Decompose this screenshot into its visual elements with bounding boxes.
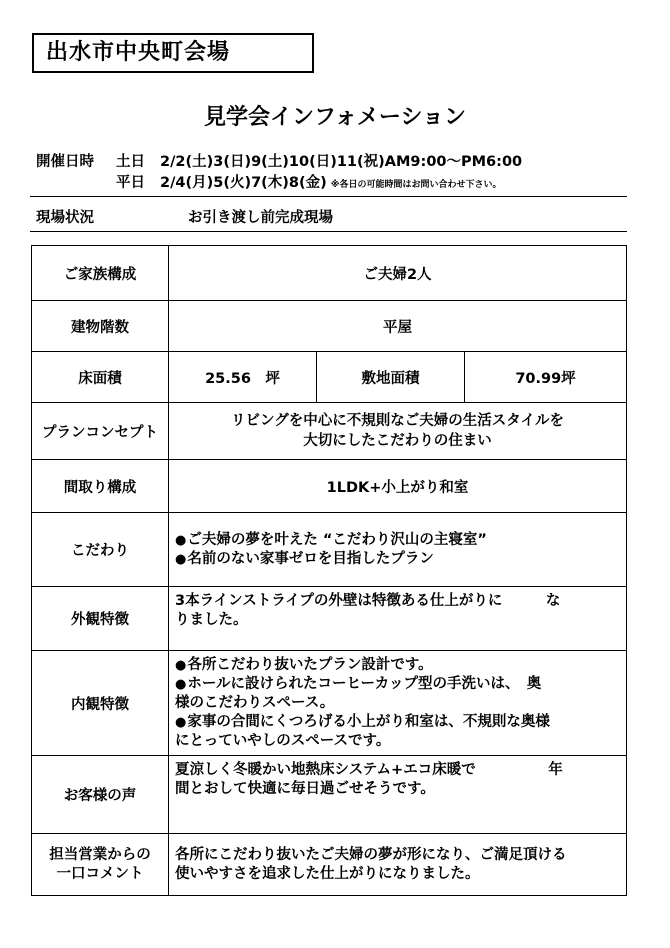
exterior-label: 外観特徴 — [32, 587, 169, 651]
venue-title: 出水市中央町会場 — [32, 33, 314, 73]
lot-area-value: 70.99坪 — [465, 352, 627, 403]
comment-label: 担当営業からの 一口コメント — [32, 834, 169, 896]
weekday-note: ※各日の可能時間はお問い合わせ下さい。 — [330, 180, 502, 190]
floors-value: 平屋 — [169, 301, 627, 352]
schedule-label: 開催日時 — [36, 154, 94, 170]
kodawari-label: こだわり — [32, 513, 169, 587]
table-row — [32, 246, 627, 301]
plan-line: リビングを中心に不規則なご夫婦の生活スタイルを — [231, 413, 564, 429]
plan-line: 大切にしたこだわりの住まい — [303, 433, 492, 449]
layout-label: 間取り構成 — [32, 460, 169, 513]
table-row — [32, 756, 627, 834]
list-item: ●名前のない家事ゼロを目指したプラン — [175, 550, 434, 567]
table-row — [32, 651, 627, 756]
schedule-weekend — [36, 150, 522, 171]
list-item: ●各所こだわり抜いたプラン設計です。 — [175, 657, 433, 673]
bullet-icon: ● — [175, 532, 187, 548]
kodawari-value — [169, 513, 627, 587]
voice-label: お客様の声 — [32, 756, 169, 834]
interior-value: ●各所こだわり抜いたプラン設計です。 ●ホールに設けられたコーヒーカップ型の手洗いは、 奥 様のこだわりスペース。 ●家事の合間にくつろげる小上がり和室は、不規則な奥様 にとっていやしのスペースです。 — [169, 651, 627, 756]
divider-bottom — [30, 231, 627, 232]
family-label: ご家族構成 — [32, 246, 169, 301]
divider-top — [30, 196, 627, 197]
site-status — [36, 206, 333, 227]
table-row — [32, 403, 627, 460]
table-row — [32, 301, 627, 352]
family-value: ご夫婦2人 — [169, 246, 627, 301]
list-item: ●ホールに設けられたコーヒーカップ型の手洗いは、 奥 — [175, 676, 542, 692]
info-table — [31, 245, 627, 896]
weekend-label: 土日 — [116, 154, 145, 170]
table-row — [32, 352, 627, 403]
document-title: 見学会インフォメーション — [203, 105, 467, 130]
exterior-value: 3本ラインストライプの外壁は特徴ある仕上がりに な りました。 — [169, 587, 627, 651]
table-row — [32, 587, 627, 651]
table-row — [32, 460, 627, 513]
lot-area-label: 敷地面積 — [317, 352, 465, 403]
weekday-dates: 2/4(月)5(火)7(木)8(金) — [160, 175, 327, 191]
plan-label: プランコンセプト — [32, 403, 169, 460]
table-row — [32, 513, 627, 587]
weekend-dates: 2/2(土)3(日)9(土)10(日)11(祝)AM9:00～PM6:00 — [160, 154, 523, 170]
list-item: ●ご夫婦の夢を叶えた “こだわり沢山の主寝室” — [175, 531, 487, 548]
bullet-icon: ● — [175, 677, 187, 692]
site-status-label: 現場状況 — [36, 210, 94, 226]
floors-label: 建物階数 — [32, 301, 169, 352]
bullet-icon: ● — [175, 551, 187, 567]
voice-value: 夏涼しく冬暖かい地熱床システム+エコ床暖で 年 間とおして快適に毎日過ごせそうです。 — [169, 756, 627, 834]
site-status-value: お引き渡し前完成現場 — [188, 210, 333, 226]
comment-value: 各所にこだわり抜いたご夫婦の夢が形になり、ご満足頂ける 使いやすさを追求した仕上がりになりました。 — [169, 834, 627, 896]
floor-area-value: 25.56 坪 — [169, 352, 317, 403]
layout-value: 1LDK+小上がり和室 — [169, 460, 627, 513]
bullet-icon: ● — [175, 715, 187, 730]
plan-value — [169, 403, 627, 460]
floor-area-label: 床面積 — [32, 352, 169, 403]
list-item: ●家事の合間にくつろげる小上がり和室は、不規則な奥様 — [175, 714, 550, 730]
table-row — [32, 834, 627, 896]
weekday-label: 平日 — [116, 175, 145, 191]
interior-label: 内観特徴 — [32, 651, 169, 756]
schedule-weekday — [36, 171, 502, 192]
bullet-icon: ● — [175, 658, 187, 673]
